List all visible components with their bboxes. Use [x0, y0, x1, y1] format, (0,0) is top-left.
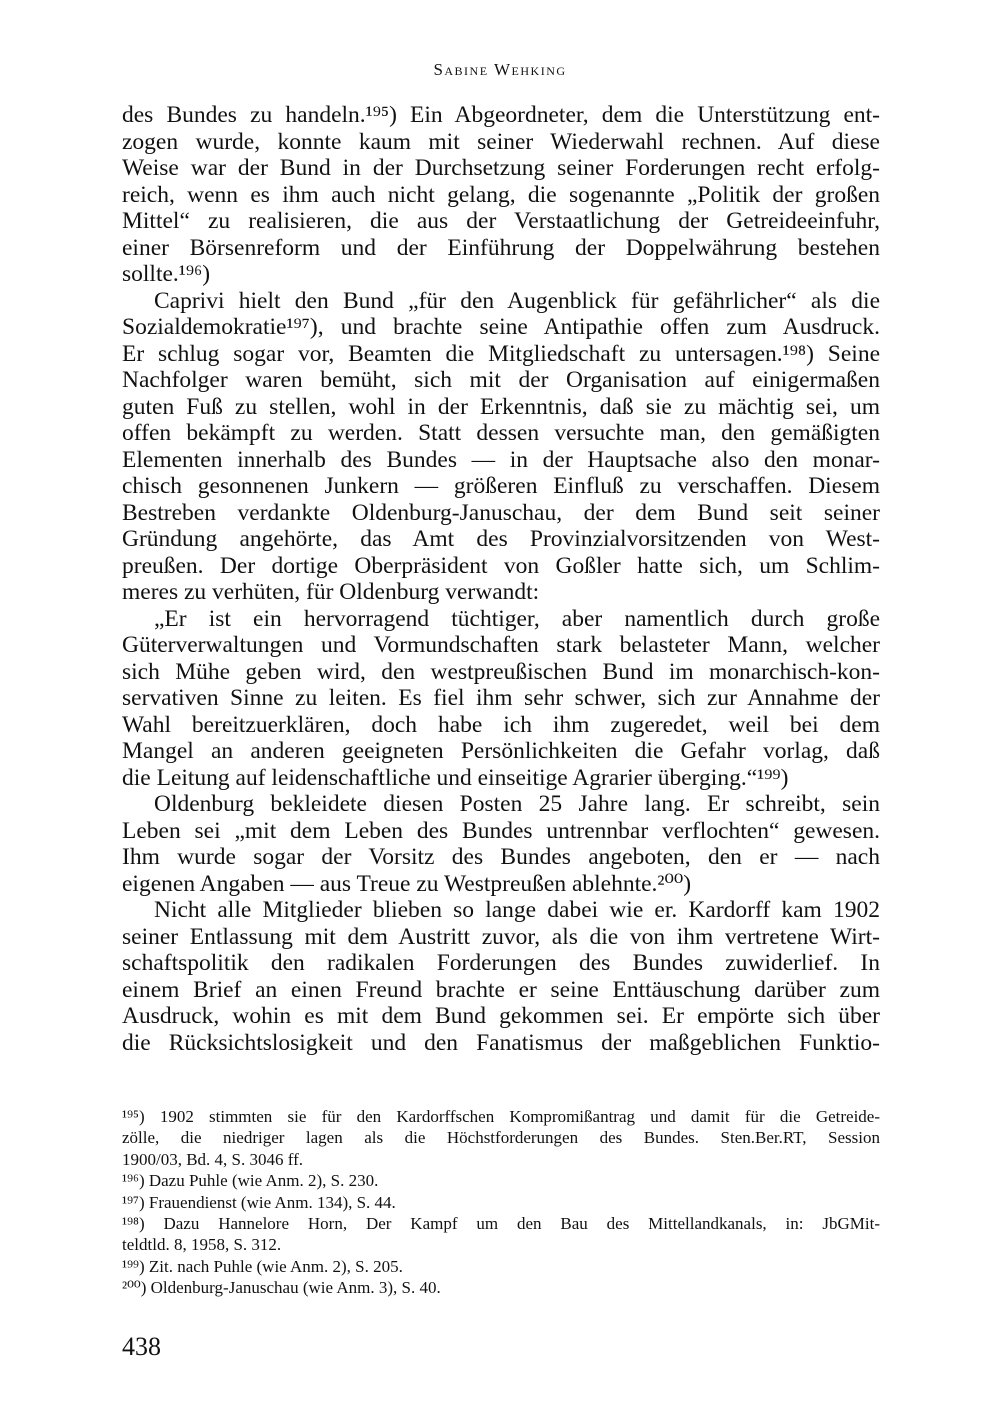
text-line: eigenen Angaben — aus Treue zu Westpreußen ablehnte.²⁰⁰): [122, 870, 692, 897]
text-line: Mittel“ zu realisieren, die aus der Verstaatlichung der Getreideeinfuhr,: [122, 208, 880, 234]
text-line: seiner Entlassung mit dem Austritt zuvor, als die von ihm vertretene Wirt-: [122, 923, 880, 950]
footnote-line: ¹⁹⁸) Dazu Hannelore Horn, Der Kampf um den Bau des Mittellandkanals, in: JbGMit-: [122, 1213, 880, 1233]
footnote-line: 1900/03, Bd. 4, S. 3046 ff.: [122, 1149, 304, 1169]
text-line: Gründung angehörte, das Amt des Provinzialvorsitzenden von West-: [122, 526, 880, 552]
footnote-line: ²⁰⁰) Oldenburg-Januschau (wie Anm. 3), S. 40.: [122, 1278, 441, 1298]
footnote-line: zölle, die niedriger lagen als die Höchstforderungen des Bundes. Sten.Ber.RT, Session: [122, 1128, 880, 1148]
text-line: die Rücksichtslosigkeit und den Fanatismus der maßgeblichen Funktio-: [122, 1029, 880, 1056]
text-line: schaftspolitik den radikalen Forderungen des Bundes zuwiderlief. In: [122, 950, 880, 976]
text-line: Bestreben verdankte Oldenburg-Januschau, der dem Bund seit seiner: [122, 499, 880, 526]
text-line: Ausdruck, wohin es mit dem Bund gekommen sei. Er empörte sich über: [122, 1003, 880, 1029]
quote-line: Mangel an anderen geeigneten Persönlichkeiten die Gefahr vorlag, daß: [122, 738, 880, 764]
text-line: Weise war der Bund in der Durchsetzung seiner Forderungen recht erfolg-: [122, 155, 880, 181]
quote-line: sich Mühe geben wird, den westpreußischen Bund im monarchisch-kon-: [122, 658, 880, 685]
quote-line: die Leitung auf leidenschaftliche und einseitige Agrarier überging.“¹⁹⁹): [122, 764, 789, 791]
text-line: preußen. Der dortige Oberpräsident von Goßler hatte sich, um Schlim-: [122, 552, 880, 579]
text-line: Elementen innerhalb des Bundes — in der Hauptsache also den monar-: [122, 446, 880, 473]
text-line: guten Fuß zu stellen, wohl in der Erkenntnis, daß sie zu mächtig sei, um: [122, 393, 880, 420]
text-line: Er schlug sogar vor, Beamten die Mitgliedschaft zu untersagen.¹⁹⁸) Seine: [122, 340, 880, 367]
main-text: [122, 102, 880, 1056]
text-line: Caprivi hielt den Bund „für den Augenblick für gefährlicher“ als die: [154, 287, 880, 314]
footnote-line: ¹⁹⁵) 1902 stimmten sie für den Kardorffschen Kompromißantrag und damit für die Getreide-: [122, 1107, 880, 1126]
quote-line: servativen Sinne zu leiten. Es fiel ihm sehr schwer, sich zur Annahme der: [122, 685, 880, 711]
footnote-line: ¹⁹⁶) Dazu Puhle (wie Anm. 2), S. 230.: [122, 1171, 379, 1191]
footnote-line: ¹⁹⁹) Zit. nach Puhle (wie Anm. 2), S. 205.: [122, 1256, 403, 1276]
text-line: einem Brief an einen Freund brachte er seine Enttäuschung darüber zum: [122, 976, 880, 1003]
text-line: Nicht alle Mitglieder blieben so lange dabei wie er. Kardorff kam 1902: [154, 897, 880, 923]
text-line: des Bundes zu handeln.¹⁹⁵) Ein Abgeordneter, dem die Unterstützung ent-: [122, 102, 880, 128]
footnotes: [122, 1106, 880, 1299]
quote-line: Wahl bereitzuerklären, doch habe ich ihm zugeredet, weil bei dem: [122, 711, 880, 738]
text-line: Nachfolger waren bemüht, sich mit der Organisation auf einigermaßen: [122, 367, 880, 393]
footnote-line: teldtld. 8, 1958, S. 312.: [122, 1235, 282, 1255]
text-line: Ihm wurde sogar der Vorsitz des Bundes angeboten, den er — nach: [122, 844, 880, 870]
text-line: sollte.¹⁹⁶): [122, 261, 211, 287]
text-line: zogen wurde, konnte kaum mit seiner Wiederwahl rechnen. Auf diese: [122, 128, 880, 155]
text-line: offen bekämpft zu werden. Statt dessen versuchte man, den gemäßigten: [122, 420, 880, 446]
text-line: Oldenburg bekleidete diesen Posten 25 Jahre lang. Er schreibt, sein: [154, 791, 880, 817]
page-number: 438: [122, 1332, 161, 1361]
text-line: reich, wenn es ihm auch nicht gelang, die sogenannte „Politik der großen: [122, 181, 880, 208]
text-line: chisch gesonnenen Junkern — größeren Einfluß zu verschaffen. Diesem: [122, 473, 880, 499]
quote-line: Güterverwaltungen und Vormundschaften stark belasteter Mann, welcher: [122, 632, 880, 658]
text-line: Sozialdemokratie¹⁹⁷), und brachte seine Antipathie offen zum Ausdruck.: [122, 314, 880, 340]
text-line: meres zu verhüten, für Oldenburg verwandt:: [122, 579, 540, 605]
text-line: Leben sei „mit dem Leben des Bundes untrennbar verflochten“ gewesen.: [122, 817, 880, 844]
text-line: einer Börsenreform und der Einführung der Doppelwährung bestehen: [122, 234, 880, 261]
quote-line: „Er ist ein hervorragend tüchtiger, aber namentlich durch große: [154, 605, 880, 632]
footnote-line: ¹⁹⁷) Frauendienst (wie Anm. 134), S. 44.: [122, 1192, 396, 1212]
running-head: Sabine Wehking: [433, 60, 567, 79]
